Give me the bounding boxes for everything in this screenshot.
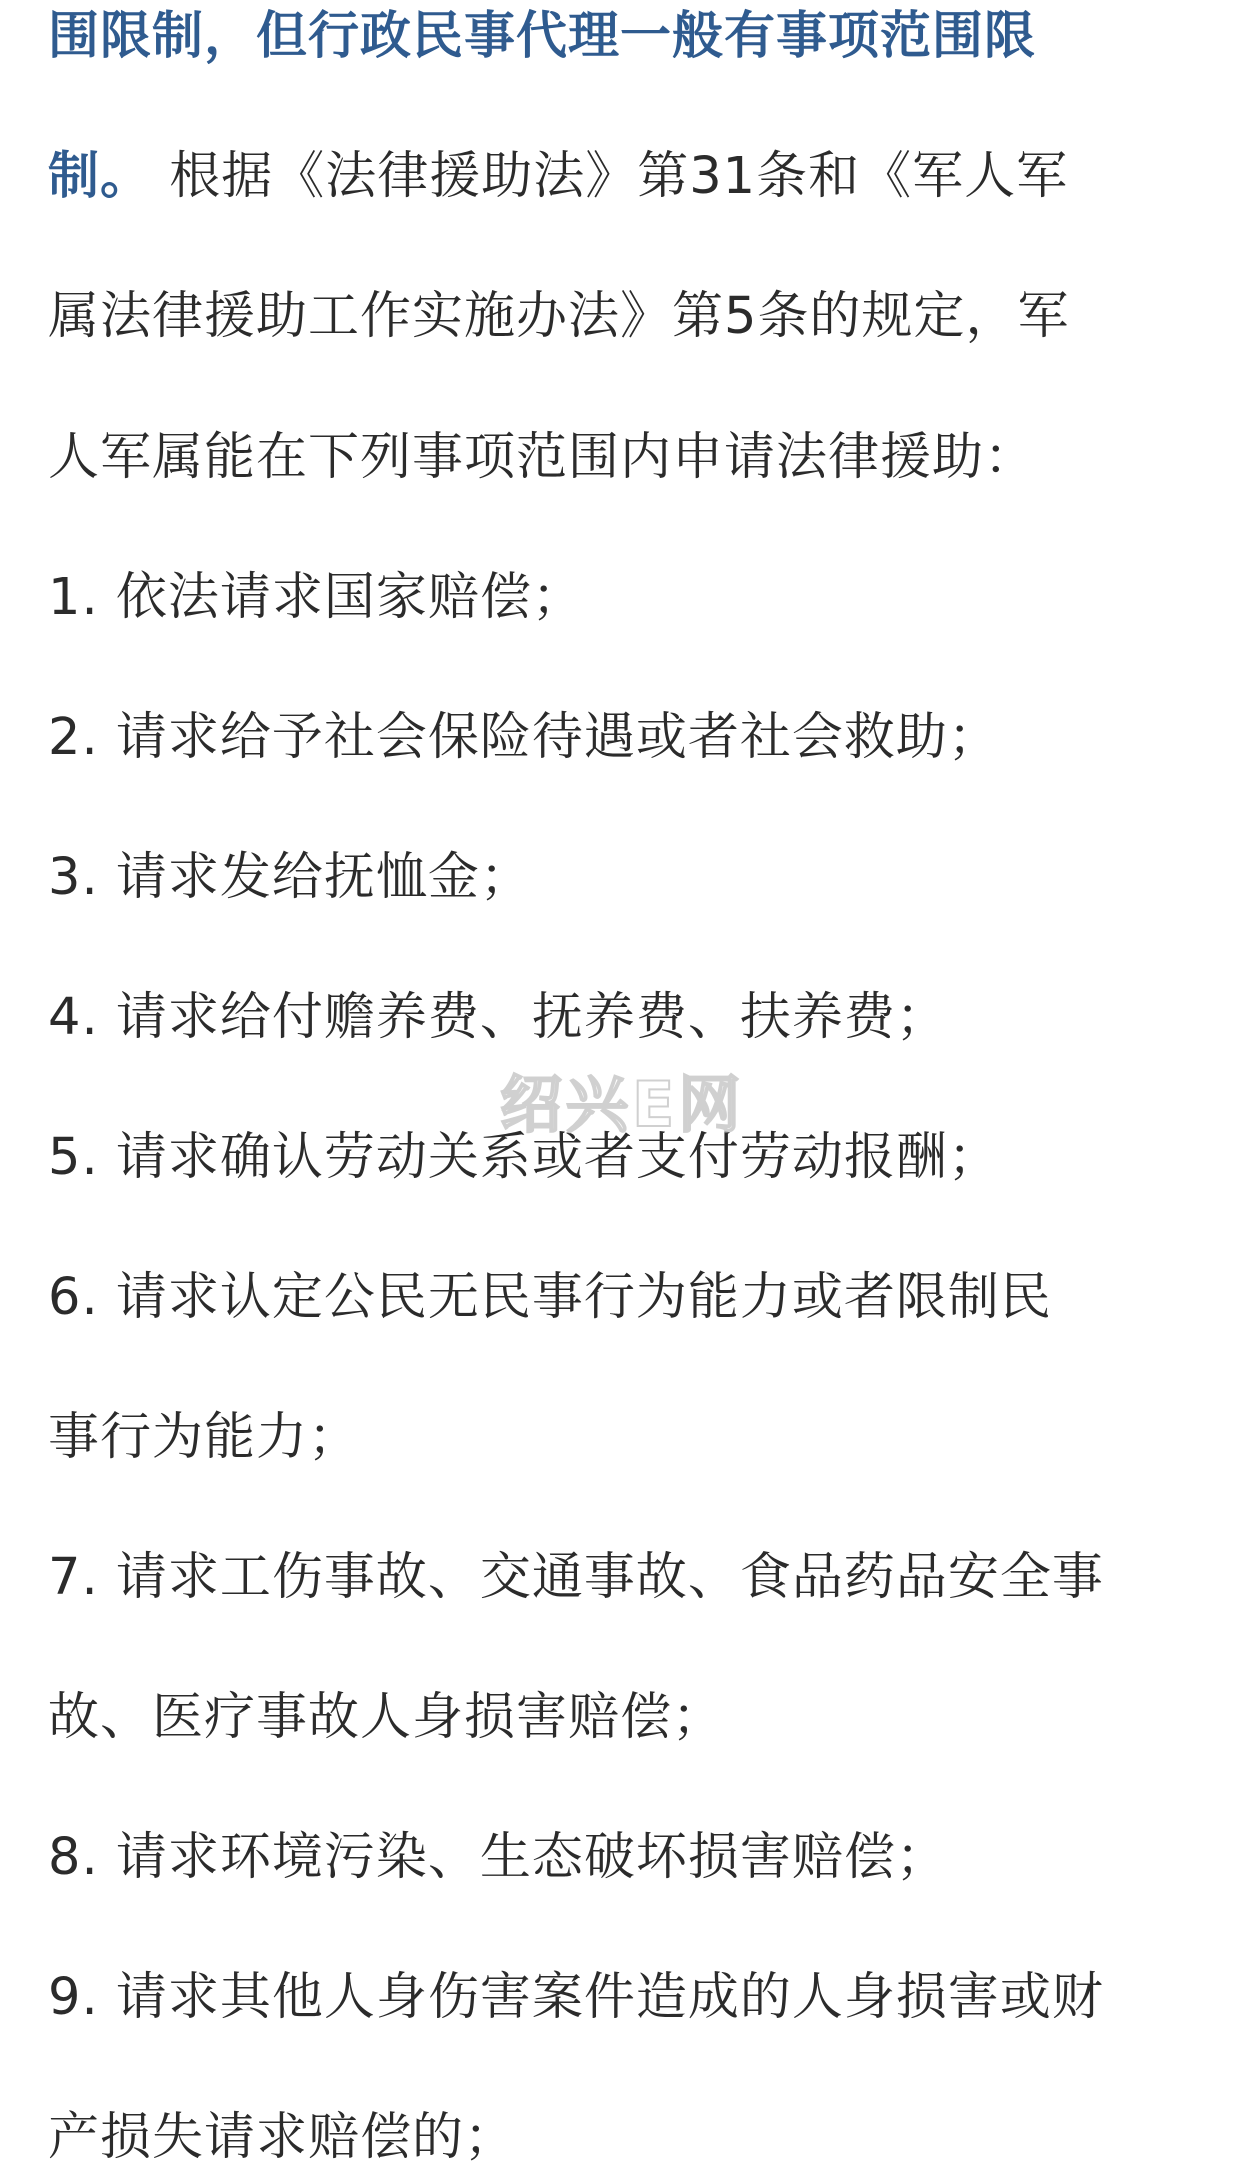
paragraph-line-bold: 围限制，但行政民事代理一般有事项范围限 — [48, 7, 1037, 66]
paragraph-line: 属法律援助工作实施办法》第5条的规定，军 — [48, 287, 1070, 346]
list-item-9: 9. 请求其他人身伤害案件造成的人身损害或财 — [48, 1968, 1104, 2027]
body-text: 根据《法律援助法》第31条和《军人军 — [152, 147, 1069, 206]
list-item-8: 8. 请求环境污染、生态破坏损害赔偿； — [48, 1828, 948, 1887]
list-item-1: 1. 依法请求国家赔偿； — [48, 568, 584, 627]
watermark-logo: 绍兴E网 — [500, 1068, 745, 1141]
list-item-3: 3. 请求发给抚恤金； — [48, 848, 532, 907]
list-item-2: 2. 请求给予社会保险待遇或者社会救助； — [48, 708, 1000, 767]
list-item-5: 5. 请求确认劳动关系或者支付劳动报酬； — [48, 1128, 1000, 1187]
list-item-4: 4. 请求给付赡养费、抚养费、扶养费； — [48, 988, 948, 1047]
bold-text: 制。 — [48, 147, 153, 206]
list-item-7-cont: 故、医疗事故人身损害赔偿； — [48, 1688, 725, 1747]
list-item-6-cont: 事行为能力； — [48, 1408, 361, 1467]
list-item-6: 6. 请求认定公民无民事行为能力或者限制民 — [48, 1268, 1052, 1327]
paragraph-line: 人军属能在下列事项范围内申请法律援助： — [48, 428, 1037, 487]
paragraph-line — [48, 147, 1068, 207]
list-item-9-cont: 产损失请求赔偿的； — [48, 2108, 517, 2167]
list-item-7: 7. 请求工伤事故、交通事故、食品药品安全事 — [48, 1548, 1104, 1607]
